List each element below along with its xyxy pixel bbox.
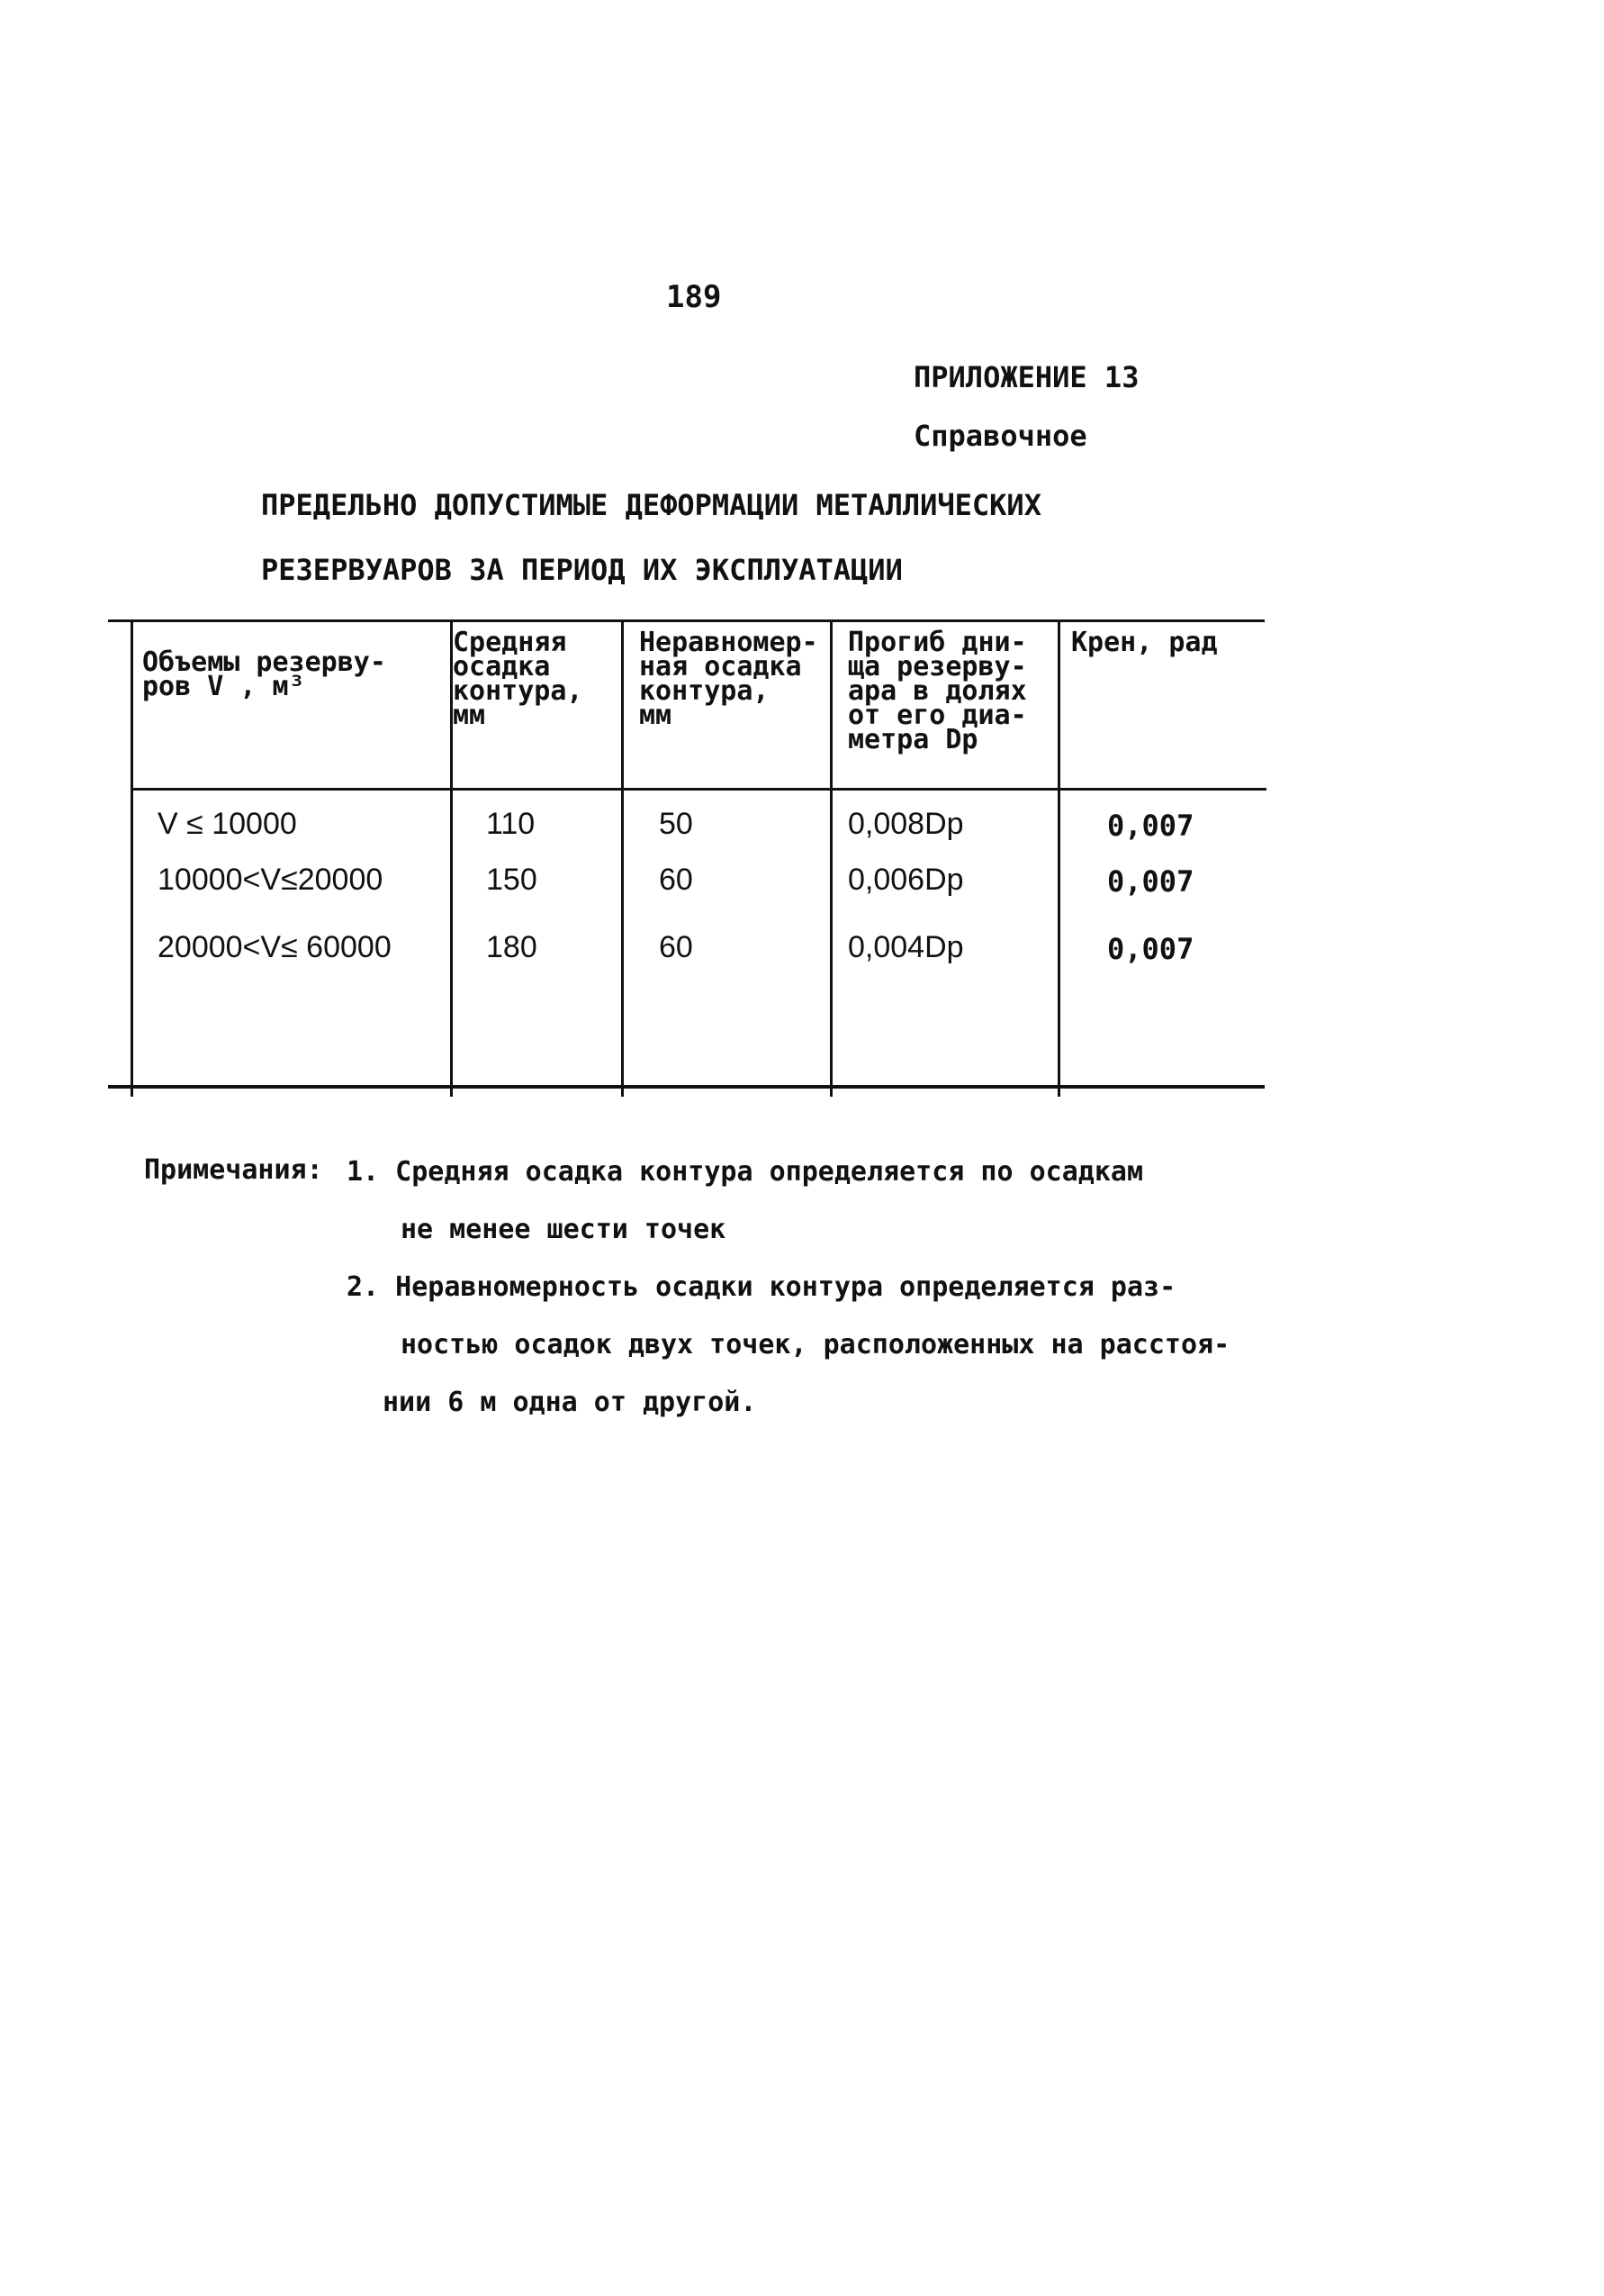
table-col-border-0 (131, 619, 133, 1097)
title-line-2: РЕЗЕРВУАРОВ ЗА ПЕРИОД ИХ ЭКСПЛУАТАЦИИ (261, 553, 903, 587)
table-cell-volume-3: 20000<V≤ 60000 (158, 930, 392, 964)
table-cell-deflection-2: 0,006Dp (848, 863, 964, 897)
page-number: 189 (666, 279, 722, 315)
table-cell-tilt-2: 0,007 (1107, 864, 1194, 899)
table-cell-tilt-3: 0,007 (1107, 932, 1194, 966)
table-col-border-3 (830, 619, 833, 1097)
table-bottom-border (108, 1085, 1265, 1089)
table-cell-volume-1: V ≤ 10000 (158, 807, 297, 841)
note-2-line-2: ностью осадок двух точек, расположенных на расстоя- (401, 1329, 1230, 1360)
title-line-1: ПРЕДЕЛЬНО ДОПУСТИМЫЕ ДЕФОРМАЦИИ МЕТАЛЛИЧЕСКИХ (261, 488, 1041, 522)
table-col-border-2 (621, 619, 624, 1097)
document-type-label: Справочное (914, 419, 1087, 453)
table-cell-tilt-1: 0,007 (1107, 809, 1194, 843)
deformation-table (108, 619, 1265, 1097)
table-cell-uneven-3: 60 (659, 930, 693, 964)
table-cell-deflection-1: 0,008Dp (848, 807, 964, 841)
table-cell-volume-2: 10000<V≤20000 (158, 863, 383, 897)
header-avg-settlement: Средняя осадка контура, мм (453, 627, 583, 731)
note-1-line-1: 1. Средняя осадка контура определяется по осадкам (347, 1156, 1144, 1188)
note-2-line-3: нии 6 м одна от другой. (383, 1387, 757, 1418)
header-volume: Объемы резерву- ров V , м³ (142, 646, 386, 702)
table-cell-avg-2: 150 (486, 863, 537, 897)
table-cell-avg-1: 110 (486, 807, 536, 841)
table-top-border (108, 619, 1265, 622)
header-uneven-settlement: Неравномер- ная осадка контура, мм (639, 627, 818, 731)
table-cell-avg-3: 180 (486, 930, 537, 964)
appendix-label: ПРИЛОЖЕНИЕ 13 (914, 360, 1140, 394)
table-cell-uneven-2: 60 (659, 863, 693, 897)
table-cell-uneven-1: 50 (659, 807, 693, 841)
header-tilt: Крен, рад (1071, 627, 1218, 658)
note-1-line-2: не менее шести точек (401, 1214, 726, 1245)
table-header-border (131, 788, 1266, 791)
table-col-border-4 (1058, 619, 1060, 1097)
notes-label: Примечания: (144, 1154, 323, 1186)
document-title (261, 473, 1041, 602)
header-bottom-deflection: Прогиб дни- ща резерву- ара в долях от его диа- метра Dp (848, 627, 1027, 755)
note-2-line-1: 2. Неравномерность осадки контура определяется раз- (347, 1271, 1176, 1303)
table-cell-deflection-3: 0,004Dp (848, 930, 964, 964)
